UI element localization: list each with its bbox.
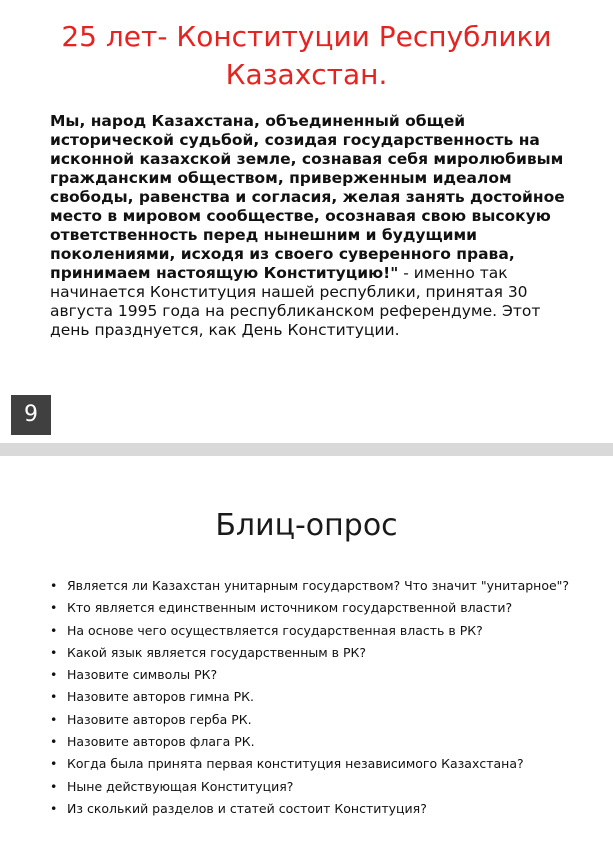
slide-body-text <box>50 112 566 340</box>
question-item: • На основе чего осуществляется государственная власть в РК? <box>50 622 483 638</box>
bullet-icon: • <box>50 756 58 772</box>
question-item: • Когда была принята первая конституция независимого Казахстана? <box>50 756 524 772</box>
bullet-icon: • <box>50 600 58 616</box>
bullet-icon: • <box>50 578 58 593</box>
constitution-preamble-quote: Мы, народ Казахстана, объединенный общей исторической судьбой, созидая государственность на исконной казахской земле, сознавая себя миролюбивым гражданским обществом, приверженным идеалом свободы, равенства и согласия, желая занять достойное место в мировом сообществе, осознавая свою высокую ответственность перед нынешним и будущими поколениями, исходя из своего суверенного права, принимаем настоящую Конституцию!" <box>50 112 565 282</box>
slide-number-badge: 9 <box>11 395 51 435</box>
body-continuation-text: - именно так начинается Конституция нашей республики, принятая 30 августа 1995 года на республиканском референдуме. Этот день празднуется, как День Конституции. <box>50 264 541 339</box>
question-item: • Назовите авторов герба РК. <box>50 711 252 727</box>
bullet-icon: • <box>50 689 58 705</box>
question-item: • Назовите авторов флага РК. <box>50 734 255 750</box>
slide-blitz-quiz <box>0 456 613 850</box>
question-list <box>50 579 570 824</box>
slide-title: Блиц-опрос <box>215 508 398 543</box>
bullet-icon: • <box>50 667 58 683</box>
bullet-icon: • <box>50 800 58 816</box>
bullet-icon: • <box>50 711 58 727</box>
question-item: • Из сколький разделов и статей состоит Конституция? <box>50 800 427 816</box>
question-item: • Кто является единственным источником государственной власти? <box>50 600 513 616</box>
bullet-icon: • <box>50 644 58 660</box>
bullet-icon: • <box>50 734 58 750</box>
question-item: • Ныне действующая Конституция? <box>50 778 294 794</box>
question-item: • Назовите авторов гимна РК. <box>50 689 254 705</box>
question-item: • Какой язык является государственным в РК? <box>50 644 367 660</box>
bullet-icon: • <box>50 778 58 794</box>
bullet-icon: • <box>50 622 58 638</box>
question-item: • Является ли Казахстан унитарным государством? Что значит "унитарное"? <box>50 578 570 593</box>
question-item: • Назовите символы РК? <box>50 667 218 683</box>
slide-title: 25 лет- Конституции Республики Казахстан. <box>61 20 552 91</box>
